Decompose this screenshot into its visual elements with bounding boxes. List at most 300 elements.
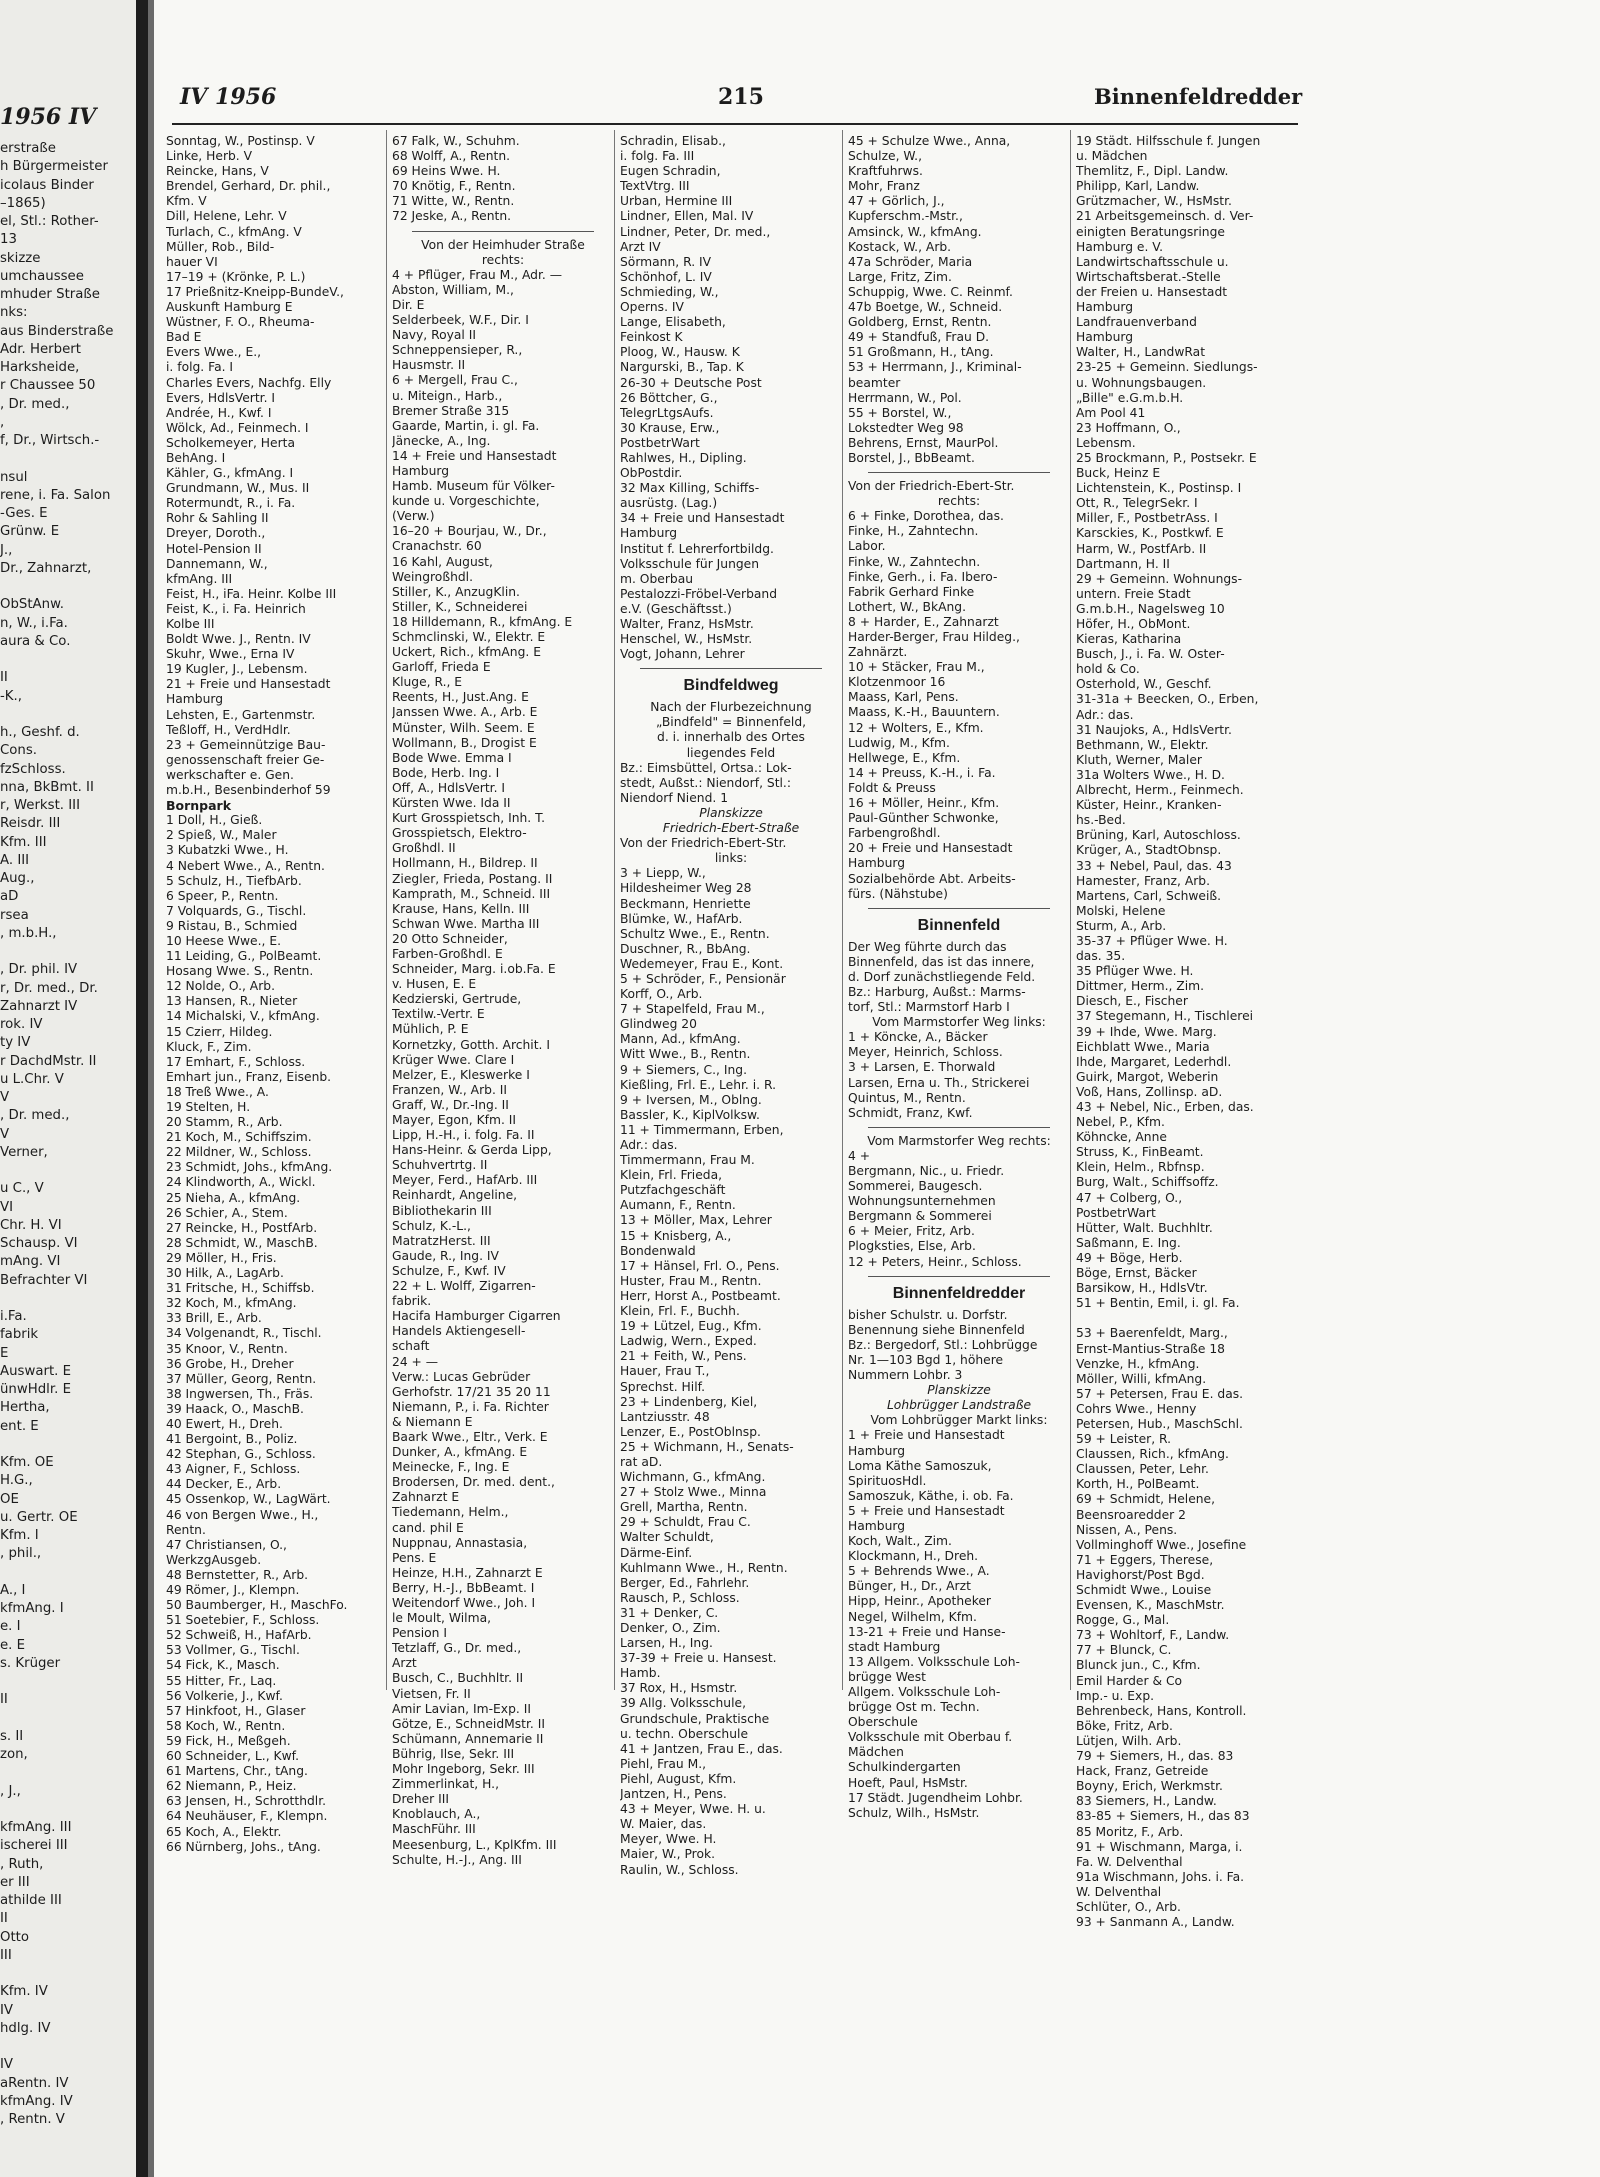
directory-entry: 12 + Peters, Heinr., Schloss.	[848, 1254, 1022, 1269]
directory-entry: Lohbrügger Landstraße	[886, 1398, 1032, 1413]
directory-entry: Urban, Hermine III	[620, 194, 733, 209]
directory-entry: 43 Aigner, F., Schloss.	[166, 1462, 301, 1477]
directory-entry: 11 + Timmermann, Erben,	[620, 1122, 784, 1137]
directory-entry: Schuhvertrtg. II	[392, 1158, 488, 1173]
directory-entry: Mayer, Egon, Kfm. II	[392, 1113, 517, 1127]
left-page-line: f, Dr., Wirtsch.-	[0, 433, 100, 448]
directory-entry: Hildesheimer Weg 28	[620, 881, 752, 896]
directory-entry: 57 Hinkfoot, H., Glaser	[166, 1703, 306, 1718]
directory-entry: 4 +	[848, 1148, 871, 1163]
directory-entry: 35 Knoor, V., Rentn.	[166, 1341, 288, 1356]
directory-entry: Busch, C., Buchhltr. II	[392, 1671, 524, 1686]
directory-entry: Witt Wwe., B., Rentn.	[620, 1047, 751, 1062]
left-page-line: IV	[0, 2002, 14, 2018]
directory-entry: 51 Großmann, H., tAng.	[848, 345, 994, 360]
directory-entry: Nach der Flurbezeichnung	[650, 700, 812, 715]
left-page-line	[0, 2038, 132, 2056]
directory-entry: Bode, Herb. Ing. I	[392, 765, 500, 780]
directory-entry: 14 Michalski, V., kfmAng.	[166, 1009, 320, 1024]
directory-entry: Heinze, H.H., Zahnarzt E	[392, 1565, 543, 1580]
directory-entry: Hamb. Museum für Völker-	[392, 479, 555, 494]
directory-entry: 19 Kugler, J., Lebensm.	[166, 662, 308, 677]
directory-entry: Knoblauch, A.,	[392, 1807, 481, 1822]
directory-entry: 16–20 + Bourjau, W., Dr.,	[392, 524, 547, 539]
left-page-line	[0, 1673, 132, 1691]
left-page-line: h Bürgermeister	[0, 159, 108, 175]
directory-entry: Garloff, Frieda E	[392, 660, 491, 675]
left-page-line: Kfm. I	[0, 1528, 39, 1543]
directory-entry: Rogge, G., Mal.	[1076, 1613, 1170, 1628]
directory-entry: 47 Christiansen, O.,	[166, 1537, 287, 1552]
directory-entry: Huster, Frau M., Rentn.	[620, 1273, 762, 1288]
directory-entry: Lindner, Peter, Dr. med.,	[620, 224, 771, 239]
directory-entry: 35 Pflüger Wwe. H.	[1076, 964, 1194, 979]
directory-entry: Fa. W. Delventhal	[1076, 1854, 1183, 1869]
directory-entry: u. techn. Oberschule	[620, 1726, 749, 1741]
directory-entry: Hotel-Pension II	[166, 541, 262, 556]
left-page-running-head: 1956 IV	[0, 104, 97, 130]
directory-entry: Därme-Einf.	[620, 1545, 693, 1560]
left-page-line: r, Werkst. III	[0, 798, 80, 813]
directory-entry: Meyer, Wwe. H.	[620, 1832, 717, 1847]
directory-entry: 13 Hansen, R., Nieter	[166, 994, 298, 1009]
directory-entry: links:	[714, 851, 748, 866]
directory-entry: 6 + Finke, Dorothea, das.	[848, 509, 1004, 524]
left-page-line: II	[0, 1911, 8, 1927]
directory-entry: Meyer, Ferd., HafArb. III	[392, 1173, 538, 1188]
directory-entry: 51 Soetebier, F., Schloss.	[166, 1613, 320, 1628]
directory-entry: Lehsten, E., Gartenmstr.	[166, 707, 316, 722]
directory-entry: Navy, Royal II	[392, 328, 477, 343]
directory-entry: Korth, H., PolBeamt.	[1076, 1477, 1200, 1492]
directory-entry: e.V. (Geschäftsst.)	[620, 601, 732, 616]
directory-entry: 55 Hitter, Fr., Laq.	[166, 1673, 277, 1688]
directory-entry: 30 Hilk, A., LagArb.	[166, 1266, 284, 1281]
directory-entry: 25 Nieha, A., kfmAng.	[166, 1190, 301, 1205]
left-page-line: hdlg. IV	[0, 2020, 51, 2036]
directory-entry: 69 Heins Wwe. H.	[392, 164, 501, 179]
directory-entry: Ziegler, Frieda, Postang. II	[392, 871, 553, 886]
directory-entry: 83-85 + Siemers, H., das 83	[1076, 1809, 1250, 1824]
directory-entry: u. Miteign., Harb.,	[392, 388, 503, 403]
directory-entry: Nargurski, B., Tap. K	[620, 360, 744, 375]
directory-entry: Böke, Fritz, Arb.	[1076, 1718, 1173, 1733]
directory-entry: W. Delventhal	[1076, 1884, 1162, 1899]
directory-entry: 8 + Harder, E., Zahnarzt	[848, 614, 999, 629]
directory-entry: Hamburg e. V.	[1076, 239, 1164, 254]
directory-entry: 21 Koch, M., Schiffszim.	[166, 1130, 312, 1145]
left-page-line: -Ges. E	[0, 506, 48, 521]
directory-entry: Kluck, F., Zim.	[166, 1039, 252, 1054]
directory-entry: Karsckies, K., Postkwf. E	[1076, 526, 1224, 541]
directory-entry: Glindweg 20	[620, 1017, 697, 1032]
directory-entry: 71 Witte, W., Rentn.	[392, 194, 515, 209]
directory-entry: Binnenfeld, das ist das innere,	[848, 954, 1035, 969]
directory-entry: u. Mädchen	[1076, 149, 1148, 164]
directory-entry: Rausch, P., Schloss.	[620, 1590, 740, 1605]
directory-entry: Harder-Berger, Frau Hildeg.,	[848, 630, 1020, 644]
directory-entry: Foldt & Preuss	[848, 780, 936, 795]
directory-entry: Aumann, F., Rentn.	[620, 1198, 736, 1213]
directory-entry: 50 Baumberger, H., MaschFo.	[166, 1598, 348, 1613]
directory-entry: Evers Wwe., E.,	[166, 345, 262, 360]
directory-entry: 14 + Preuss, K.-H., i. Fa.	[848, 765, 996, 780]
directory-entry: Niemann, P., i. Fa. Richter	[392, 1399, 549, 1414]
directory-entry: 31 Fritsche, H., Schiffsb.	[166, 1281, 315, 1296]
directory-entry: 17 Städt. Jugendheim Lohbr.	[848, 1790, 1023, 1805]
left-page-line: erstraße	[0, 141, 56, 156]
left-page-text-fragment	[0, 140, 132, 2129]
directory-entry: 66 Nürnberg, Johs., tAng.	[166, 1839, 321, 1854]
directory-entry: 48 Bernstetter, R., Arb.	[166, 1567, 309, 1582]
directory-entry: einigten Beratungsringe	[1076, 224, 1225, 239]
directory-entry: 38 Ingwersen, Th., Fräs.	[166, 1386, 314, 1401]
directory-entry: Bz.: Harburg, Außst.: Marms-	[848, 984, 1026, 999]
directory-entry: Behrens, Ernst, MaurPol.	[848, 435, 999, 450]
directory-entry: Schulze, W.,	[848, 149, 922, 164]
directory-entry: Bremer Straße 315	[392, 403, 510, 418]
directory-entry: Mohr Ingeborg, Sekr. III	[392, 1762, 535, 1777]
left-page-line: Verner,	[0, 1144, 48, 1160]
directory-entry: Schneppensieper, R.,	[392, 343, 523, 358]
left-page-line: nna, BkBmt. II	[0, 779, 94, 795]
directory-entry: Larsen, Erna u. Th., Strickerei	[848, 1075, 1030, 1090]
directory-entry: Henschel, W., HsMstr.	[620, 632, 753, 647]
section-divider	[868, 1276, 1050, 1277]
directory-entry: Linke, Herb. V	[166, 149, 253, 164]
directory-entry: Bethmann, W., Elektr.	[1076, 737, 1209, 752]
directory-entry: 28 Schmidt, W., MaschB.	[166, 1235, 318, 1250]
directory-entry: Nummern Lohbr. 3	[848, 1368, 963, 1383]
directory-entry: 3 + Larsen, E. Thorwald	[848, 1060, 996, 1075]
directory-entry: (Verw.)	[392, 509, 435, 524]
directory-entry: Nebel, P., Kfm.	[1076, 1115, 1165, 1130]
directory-column-5	[1076, 134, 1298, 1930]
directory-entry: Schümann, Annemarie II	[392, 1731, 544, 1746]
left-page-line: ty IV	[0, 1035, 31, 1051]
directory-entry: Goldberg, Ernst, Rentn.	[848, 315, 992, 330]
directory-entry: Klein, Helm., Rbfnsp.	[1076, 1160, 1205, 1175]
directory-entry: beamter	[848, 375, 901, 390]
directory-entry: ObPostdir.	[620, 466, 683, 481]
directory-entry: Vietsen, Fr. II	[392, 1686, 471, 1701]
directory-entry: Krause, Hans, Kelln. III	[392, 901, 530, 916]
directory-entry: 26 Schier, A., Stem.	[166, 1205, 288, 1220]
directory-entry: Nissen, A., Pens.	[1076, 1522, 1178, 1537]
directory-entry: Tiedemann, Helm.,	[392, 1505, 509, 1520]
directory-entry: Finke, Gerh., i. Fa. Ibero-	[848, 569, 998, 584]
left-page-line: II	[0, 670, 8, 686]
directory-entry: Eugen Schradin,	[620, 164, 721, 179]
directory-entry: 13 Allgem. Volksschule Loh-	[848, 1654, 1020, 1669]
left-page-line: Kfm. IV	[0, 1984, 48, 2000]
directory-entry: Hack, Franz, Getreide	[1076, 1764, 1209, 1779]
directory-entry: 47a Schröder, Maria	[848, 254, 973, 269]
directory-entry: Kamprath, M., Schneid. III	[392, 886, 551, 901]
directory-entry	[1076, 1311, 1298, 1326]
directory-entry: Emil Harder & Co	[1076, 1673, 1183, 1688]
directory-entry: Pension I	[392, 1626, 448, 1641]
directory-entry: 21 + Freie und Hansestadt	[166, 677, 331, 692]
directory-entry: 67 Falk, W., Schuhm.	[392, 134, 520, 148]
directory-entry: Stiller, K., AnzugKlin.	[392, 584, 520, 599]
directory-entry: Jänecke, A., Ing.	[392, 433, 491, 448]
directory-entry: 46 von Bergen Wwe., H.,	[166, 1507, 319, 1522]
directory-entry: 34 + Freie und Hansestadt	[620, 511, 785, 526]
directory-entry: Grosspietsch, Elektro-	[392, 826, 527, 841]
directory-entry: Hamburg	[848, 1443, 906, 1458]
section-divider	[868, 1127, 1050, 1128]
page-number: 215	[718, 84, 764, 110]
left-page-line: A., I	[0, 1582, 26, 1598]
directory-entry: Der Weg führte durch das	[848, 939, 1007, 954]
left-page-line: Chr. H. VI	[0, 1217, 62, 1233]
left-page-line: Dr., Zahnarzt,	[0, 560, 92, 576]
left-page-line: Auswart. E	[0, 1363, 72, 1379]
directory-entry: Hamburg	[392, 463, 450, 478]
directory-entry: Blunck jun., C., Kfm.	[1076, 1658, 1201, 1673]
directory-entry: Kornetzky, Gotth. Archit. I	[392, 1037, 550, 1052]
left-page-line: Kfm. III	[0, 834, 47, 850]
directory-entry: Bad E	[166, 330, 202, 345]
directory-entry: 3 + Liepp, W.,	[620, 866, 706, 881]
directory-entry: 27 + Stolz Wwe., Minna	[620, 1485, 767, 1500]
directory-entry: Rahlwes, H., Dipling.	[620, 450, 747, 465]
directory-entry: Schneider, Marg. i.ob.Fa. E	[392, 962, 556, 977]
directory-entry: Boldt Wwe. J., Rentn. IV	[166, 632, 311, 647]
directory-entry: Dunker, A., kfmAng. E	[392, 1445, 528, 1460]
directory-entry: Ott, R., TelegrSekr. I	[1076, 496, 1198, 511]
directory-entry: Hamburg	[166, 692, 224, 707]
left-page-line	[0, 943, 132, 961]
directory-entry: Götze, E., SchneidMstr. II	[392, 1716, 545, 1731]
directory-entry: ausrüstg. (Lag.)	[620, 496, 718, 511]
directory-entry: 65 Koch, A., Elektr.	[166, 1824, 282, 1839]
directory-entry: Mohr, Franz	[848, 179, 920, 194]
directory-entry: 20 Stamm, R., Arb.	[166, 1115, 283, 1130]
directory-entry: Beckmann, Henriette	[620, 896, 751, 911]
directory-entry: Duschner, R., BbAng.	[620, 941, 751, 956]
directory-entry: Evensen, K., MaschMstr.	[1076, 1598, 1225, 1613]
directory-entry: Herr, Horst A., Postbeamt.	[620, 1288, 781, 1303]
directory-entry: Volksschule für Jungen	[620, 556, 760, 571]
left-page-line: nsul	[0, 469, 28, 485]
directory-entry: Schwan Wwe. Martha III	[392, 916, 540, 931]
left-page-line	[0, 450, 132, 468]
left-page-line: IV	[0, 2057, 14, 2073]
directory-entry: Feist, K., i. Fa. Heinrich	[166, 601, 306, 616]
directory-entry: PostbetrWart	[1076, 1205, 1156, 1220]
directory-entry: Allgem. Volksschule Loh-	[848, 1685, 1001, 1699]
directory-entry: hold & Co.	[1076, 662, 1140, 677]
directory-entry: Lenzer, E., PostOblnsp.	[620, 1424, 761, 1439]
directory-entry: Maass, Karl, Pens.	[848, 690, 959, 705]
left-page-line: ent. E	[0, 1418, 39, 1434]
directory-entry: 36 Grobe, H., Dreher	[166, 1356, 294, 1371]
directory-entry: Lipp, H.-H., i. folg. Fa. II	[392, 1128, 535, 1143]
directory-entry: Bz.: Eimsbüttel, Ortsa.: Lok-	[620, 760, 792, 775]
directory-entry: 60 Schneider, L., Kwf.	[166, 1749, 299, 1764]
left-page-line: , Dr. med.,	[0, 1108, 70, 1124]
directory-entry: Mann, Ad., kfmAng.	[620, 1032, 741, 1047]
directory-entry: Kedzierski, Gertrude,	[392, 992, 522, 1007]
directory-entry: Kluge, R., E	[392, 675, 463, 690]
directory-entry: Kraftfuhrws.	[848, 164, 923, 179]
directory-entry: Lindner, Ellen, Mal. IV	[620, 209, 754, 224]
directory-entry: 39 Haack, O., MaschB.	[166, 1401, 304, 1416]
directory-entry: Auskunft Hamburg E	[166, 300, 293, 315]
left-page-line: Aug.,	[0, 871, 35, 886]
left-page-line: III	[0, 1947, 12, 1963]
directory-entry: & Niemann E	[392, 1414, 473, 1429]
directory-entry: Meesenburg, L., KplKfm. III	[392, 1837, 557, 1852]
directory-entry: 71 + Eggers, Therese,	[1076, 1552, 1214, 1567]
directory-entry: Maass, K.-H., Bauuntern.	[848, 705, 1000, 720]
left-page-line: rene, i. Fa. Salon	[0, 487, 111, 503]
directory-entry: Kostack, W., Arb.	[848, 239, 952, 254]
left-page-line: , Dr. med.,	[0, 396, 70, 412]
directory-entry: Von der Friedrich-Ebert-Str.	[848, 479, 1015, 494]
directory-entry: 56 Volkerie, J., Kwf.	[166, 1688, 283, 1703]
directory-entry: Berry, H.-J., BbBeamt. I	[392, 1580, 535, 1595]
directory-entry: 39 + Ihde, Wwe. Marg.	[1076, 1024, 1217, 1039]
directory-entry: Wirtschaftsberat.-Stelle	[1076, 269, 1221, 284]
left-page-line: el, Stl.: Rother-	[0, 214, 99, 229]
directory-entry: Ladwig, Wern., Exped.	[620, 1334, 757, 1349]
directory-entry: 6 + Mergell, Frau C.,	[392, 373, 518, 388]
directory-entry: 15 + Knisberg, A.,	[620, 1228, 732, 1243]
directory-entry: Busch, J., i. Fa. W. Oster-	[1076, 647, 1225, 662]
directory-entry: 4 Nebert Wwe., A., Rentn.	[166, 858, 325, 873]
directory-entry: 61 Martens, Chr., tAng.	[166, 1764, 308, 1779]
left-page-line: aura & Co.	[0, 633, 71, 649]
directory-entry: Klockmann, H., Dreh.	[848, 1549, 979, 1564]
directory-entry: Planskizze	[699, 805, 763, 820]
left-page-line: J.,	[0, 542, 13, 558]
directory-entry: 29 + Gemeinn. Wohnungs-	[1076, 571, 1243, 586]
directory-entry: Walter, H., LandwRat	[1076, 345, 1206, 360]
directory-entry: Amir Lavian, Im-Exp. II	[392, 1701, 531, 1716]
directory-entry: Grundschule, Praktische	[620, 1711, 770, 1726]
directory-entry: 42 Stephan, G., Schloss.	[166, 1447, 316, 1462]
directory-entry: Landwirtschaftsschule u.	[1076, 254, 1229, 269]
directory-entry: Borstel, J., BbBeamt.	[848, 450, 975, 465]
directory-entry: Vollminghoff Wwe., Josefine	[1076, 1537, 1247, 1552]
left-page-line: Zahnarzt IV	[0, 998, 78, 1014]
directory-entry: Reinhardt, Angeline,	[392, 1188, 518, 1203]
left-page-line	[0, 1710, 132, 1728]
directory-entry: Hoeft, Paul, HsMstr.	[848, 1775, 968, 1790]
directory-entry: 12 + Wolters, E., Kfm.	[848, 720, 984, 735]
directory-entry: Bergmann, Nic., u. Friedr.	[848, 1164, 1005, 1178]
left-page-line: VI	[0, 1199, 14, 1215]
left-page-line: ,	[0, 414, 5, 430]
directory-entry: 11 Leiding, G., PolBeamt.	[166, 949, 322, 964]
directory-entry: 5 + Behrends Wwe., A.	[848, 1564, 990, 1579]
directory-entry: Emhart jun., Franz, Eisenb.	[166, 1069, 332, 1084]
directory-page	[154, 0, 1600, 2177]
directory-entry: Struss, K., FinBeamt.	[1076, 1145, 1204, 1160]
left-page-line	[0, 1564, 132, 1582]
directory-entry: Walter Schuldt,	[620, 1530, 714, 1545]
directory-entry: Molski, Helene	[1076, 903, 1166, 918]
left-page-line: II	[0, 1692, 8, 1708]
directory-entry: Beensroaredder 2	[1076, 1507, 1186, 1522]
left-page-line: Hertha,	[0, 1400, 50, 1416]
directory-entry: Sturm, A., Arb.	[1076, 918, 1167, 933]
left-page-line: r Chaussee 50	[0, 378, 96, 394]
section-divider	[412, 231, 594, 232]
directory-entry: Schulkindergarten	[848, 1760, 961, 1775]
directory-entry: Harm, W., PostfArb. II	[1076, 541, 1207, 556]
directory-entry: Kürsten Wwe. Ida II	[392, 796, 511, 811]
directory-entry: Wölck, Ad., Feinmech. I	[166, 420, 309, 435]
directory-entry: Mühlich, P. E	[392, 1022, 469, 1037]
directory-entry: 32 Max Killing, Schiffs-	[620, 481, 760, 496]
directory-entry: Turlach, C., kfmAng. V	[166, 224, 302, 239]
directory-entry: Venzke, H., kfmAng.	[1076, 1356, 1200, 1371]
directory-entry: Niendorf Niend. 1	[620, 790, 729, 805]
directory-entry: 5 + Freie und Hansestadt	[848, 1503, 1005, 1518]
directory-entry: 29 Möller, H., Fris.	[166, 1250, 277, 1265]
directory-entry: 32 Koch, M., kfmAng.	[166, 1296, 297, 1311]
left-page-line: r DachdMstr. II	[0, 1053, 97, 1069]
directory-entry: 21 Arbeitsgemeinsch. d. Ver-	[1076, 209, 1254, 224]
directory-entry: Kluth, Werner, Maler	[1076, 752, 1202, 767]
section-divider	[868, 908, 1050, 909]
directory-entry: Samoszuk, Käthe, i. ob. Fa.	[848, 1488, 1014, 1503]
directory-entry: Lütjen, Wilh. Arb.	[1076, 1733, 1182, 1748]
directory-entry: Müller, Rob., Bild-	[166, 239, 275, 254]
directory-entry: Nuppnau, Annastasia,	[392, 1535, 528, 1550]
directory-entry: Handels Aktiengesell-	[392, 1324, 526, 1339]
directory-entry: v. Husen, E. E	[392, 977, 477, 992]
directory-entry: Rohr & Sahling II	[166, 511, 269, 526]
left-page-line: u C., V	[0, 1181, 44, 1197]
directory-entry: Imp.- u. Exp.	[1076, 1688, 1155, 1703]
directory-entry: Koch, Walt., Zim.	[848, 1534, 952, 1549]
directory-entry: cand. phil E	[392, 1520, 464, 1535]
directory-entry: Hamburg	[620, 526, 678, 541]
directory-entry: stadt Hamburg	[848, 1639, 941, 1654]
directory-entry: Krüger Wwe. Clare I	[392, 1052, 515, 1067]
directory-entry: MaschFühr. III	[392, 1822, 476, 1837]
left-page-line: e. I	[0, 1619, 21, 1635]
directory-entry: le Moult, Wilma,	[392, 1611, 492, 1626]
directory-entry: Gerhofstr. 17/21 35 20 11	[392, 1384, 551, 1399]
street-heading: Bindfeldweg	[683, 677, 779, 695]
directory-entry: liegendes Feld	[686, 745, 776, 760]
directory-entry: Verw.: Lucas Gebrüder	[392, 1369, 531, 1384]
directory-entry: m.b.H., Besenbinderhof 59	[166, 783, 331, 798]
directory-entry: TelegrLtgsAufs.	[620, 405, 714, 420]
directory-entry: Hamburg	[1076, 330, 1134, 345]
directory-entry: Hamburg	[848, 1518, 906, 1533]
left-page-line: kfmAng. III	[0, 1820, 72, 1835]
directory-entry: Farbengroßhdl.	[848, 826, 941, 841]
directory-entry: 79 + Siemers, H., das. 83	[1076, 1749, 1234, 1764]
directory-entry: Larsen, H., Ing.	[620, 1636, 713, 1651]
directory-entry: 63 Jensen, H., Schrotthdlr.	[166, 1794, 327, 1809]
left-page-line: umchaussee	[0, 268, 84, 284]
directory-entry: Dill, Helene, Lehr. V	[166, 209, 287, 224]
directory-entry: Franzen, W., Arb. II	[392, 1082, 508, 1097]
directory-entry: 5 + Schröder, F., Pensionär	[620, 971, 786, 986]
directory-entry: 23 + Gemeinnützige Bau-	[166, 737, 326, 752]
directory-entry: PostbetrWart	[620, 435, 700, 450]
directory-entry: brügge West	[848, 1669, 926, 1684]
directory-column-1	[166, 134, 388, 1855]
